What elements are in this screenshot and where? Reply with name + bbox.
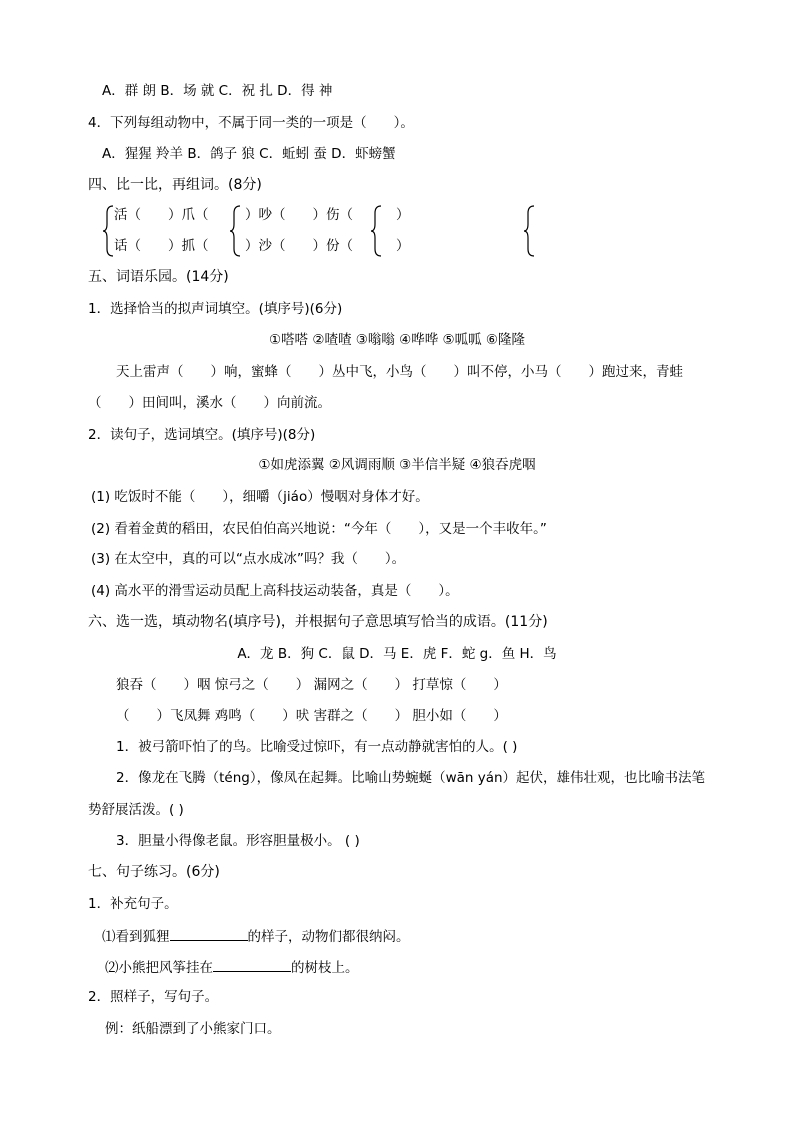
section-4-title: 四、比一比，再组词。(8分) bbox=[88, 177, 262, 193]
sentence-2-suffix: 的树枝上。 bbox=[291, 960, 359, 976]
onomatopoeia-options: ①嗒嗒 ②喳喳 ③嗡嗡 ④哗哗 ⑤呱呱 ⑥隆隆 bbox=[268, 332, 526, 348]
section-5-q2-sentence-1: (1) 吃饭时不能（ ），细嚼（jiáo）慢咽对身体才好。 bbox=[91, 489, 429, 505]
section-6-definition-3: 3．胆量小得像老鼠。形容胆量极小。 ( ) bbox=[116, 833, 360, 849]
section-7-q1-sentence-1 bbox=[102, 926, 410, 946]
brace-right-icon bbox=[371, 205, 383, 257]
compare-row-2-part-a: 话（ ）抓（ bbox=[114, 238, 209, 254]
section-5-q1: 1．选择恰当的拟声词填空。(填序号)(6分) bbox=[88, 301, 343, 317]
section-7-title: 七、句子练习。(6分) bbox=[88, 864, 220, 880]
animal-options: A．龙 B．狗 C．鼠 D．马 E．虎 F．蛇 g．鱼 H．鸟 bbox=[237, 646, 557, 662]
compare-row-1-part-c: ） bbox=[396, 207, 410, 223]
section-6-definition-2b: 势舒展活泼。( ) bbox=[88, 802, 184, 818]
section-5-q1-text-1: 天上雷声（ ）响，蜜蜂（ ）丛中飞，小鸟（ ）叫不停，小马（ ）跑过来，青蛙 bbox=[116, 364, 683, 380]
compare-row-1-part-a: 活（ ）爪（ bbox=[114, 207, 209, 223]
q4-options: A．猩猩 羚羊 B．鸽子 狼 C．蚯蚓 蚕 D．虾螃蟹 bbox=[102, 146, 396, 162]
section-5-q2-sentence-4: (4) 高水平的滑雪运动员配上高科技运动装备，真是（ ）。 bbox=[91, 583, 459, 599]
section-7-q2-example: 例：纸船漂到了小熊家门口。 bbox=[105, 1021, 281, 1037]
sentence-1-prefix: ⑴看到狐狸 bbox=[102, 929, 170, 945]
q3-options: A．群 朗 B．场 就 C．祝 扎 D．得 神 bbox=[102, 83, 333, 99]
answer-blank-1[interactable] bbox=[170, 926, 248, 941]
section-7-q2: 2．照样子，写句子。 bbox=[88, 989, 219, 1005]
section-5-q1-text-2: （ ）田间叫，溪水（ ）向前流。 bbox=[88, 395, 331, 411]
section-5-q2-sentence-2: (2) 看着金黄的稻田，农民伯伯高兴地说：“今年（ ），又是一个丰收年。” bbox=[91, 521, 547, 537]
compare-row-2-part-c: ） bbox=[396, 238, 410, 254]
idiom-options: ①如虎添翼 ②风调雨顺 ③半信半疑 ④狼吞虎咽 bbox=[258, 457, 536, 473]
compare-row-1-part-b: ）吵（ ）伤（ bbox=[245, 207, 353, 223]
idiom-row-1: 狼吞（ ）咽 惊弓之（ ） 漏网之（ ） 打草惊（ ） bbox=[116, 677, 507, 693]
sentence-2-prefix: ⑵小熊把风筝挂在 bbox=[105, 960, 213, 976]
section-6-definition-1: 1．被弓箭吓怕了的鸟。比喻受过惊吓，有一点动静就害怕的人。( ) bbox=[116, 739, 518, 755]
section-5-title: 五、词语乐园。(14分) bbox=[88, 269, 229, 285]
section-6-title: 六、选一选，填动物名(填序号)，并根据句子意思填写恰当的成语。(11分) bbox=[88, 614, 548, 630]
sentence-1-suffix: 的样子，动物们都很纳闷。 bbox=[247, 929, 410, 945]
brace-middle-icon bbox=[230, 205, 242, 257]
section-6-definition-2a: 2．像龙在飞腾（téng），像凤在起舞。比喻山势蜿蜒（wān yán）起伏，雄伟壮观，也比喻书法笔 bbox=[116, 770, 706, 786]
q4-prompt: 4．下列每组动物中，不属于同一类的一项是（ ）。 bbox=[88, 115, 414, 131]
section-5-q2-sentence-3: (3) 在太空中，真的可以“点水成冰”吗？我（ ）。 bbox=[91, 551, 406, 567]
section-7-q1-sentence-2 bbox=[105, 957, 359, 977]
brace-far-right-icon bbox=[524, 205, 536, 257]
idiom-row-2: （ ）飞凤舞 鸡鸣（ ）吠 害群之（ ） 胆小如（ ） bbox=[116, 708, 507, 724]
section-7-q1: 1．补充句子。 bbox=[88, 896, 178, 912]
compare-row-2-part-b: ）沙（ ）份（ bbox=[245, 238, 353, 254]
section-5-q2: 2．读句子，选词填空。(填序号)(8分) bbox=[88, 427, 316, 443]
answer-blank-2[interactable] bbox=[213, 957, 291, 972]
